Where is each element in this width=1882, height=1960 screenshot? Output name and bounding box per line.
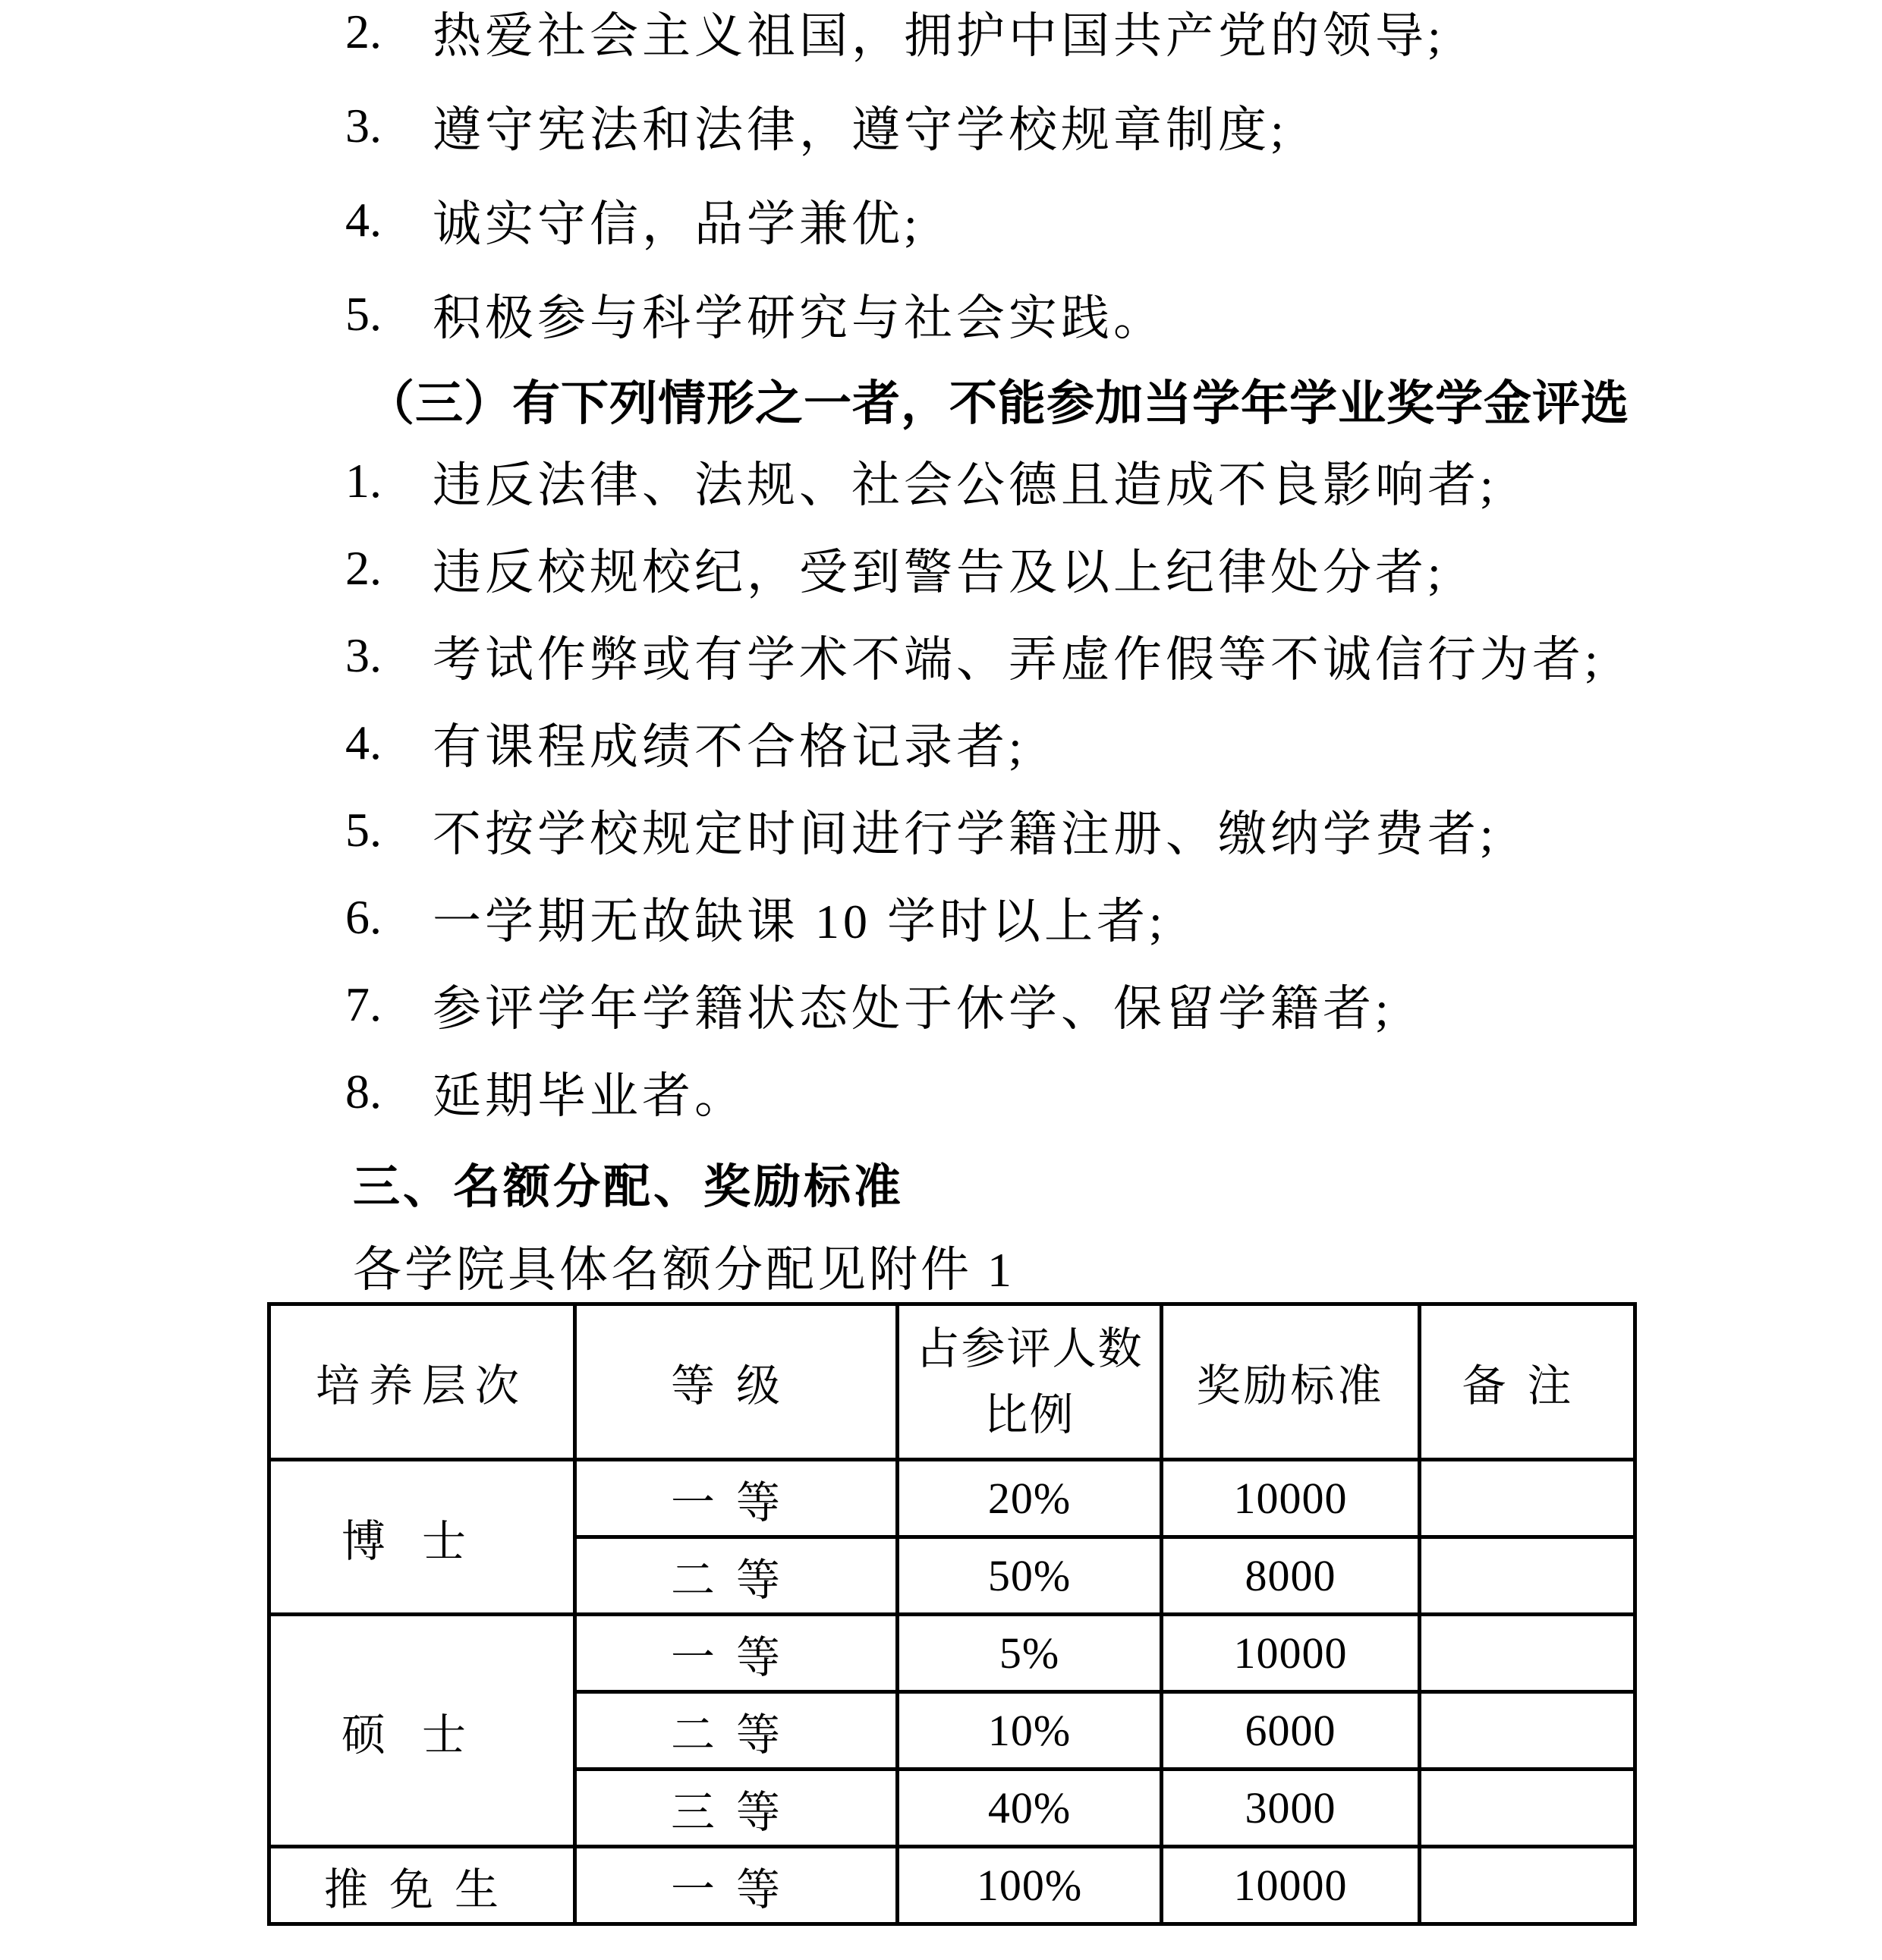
header-grade: 等级 — [575, 1304, 898, 1460]
list-item — [345, 786, 1855, 873]
cell-ratio: 20% — [898, 1460, 1162, 1537]
list-item — [345, 79, 1855, 173]
cell-remark — [1420, 1692, 1635, 1770]
table-row — [269, 1847, 1635, 1924]
item-text: 违反法律、法规、社会公德且造成不良影响者; — [433, 458, 1497, 512]
section-heading-disqualification: （三）有下列情形之一者，不能参加当学年学业奖学金评选 — [367, 376, 1629, 430]
item-text: 延期毕业者。 — [433, 1068, 747, 1123]
item-text: 考试作弊或有学术不端、弄虚作假等不诚信行为者; — [433, 632, 1602, 687]
cell-grade: 一等 — [575, 1460, 898, 1537]
cell-level: 推免生 — [269, 1847, 575, 1924]
cell-ratio: 40% — [898, 1770, 1162, 1847]
cell-level: 硕士 — [269, 1615, 575, 1847]
item-text: 遵守宪法和法律，遵守学校规章制度; — [433, 103, 1288, 157]
cell-ratio: 10% — [898, 1692, 1162, 1770]
item-number: 1. — [345, 453, 382, 508]
cell-remark — [1420, 1847, 1635, 1924]
cell-level: 博士 — [269, 1460, 575, 1615]
item-number: 5. — [345, 802, 382, 857]
item-text: 不按学校规定时间进行学籍注册、缴纳学费者; — [433, 807, 1497, 861]
item-number: 4. — [345, 715, 382, 769]
list-item — [345, 267, 1855, 361]
item-text: 违反校规校纪，受到警告及以上纪律处分者; — [433, 545, 1445, 599]
list-item — [345, 873, 1855, 961]
cell-ratio: 100% — [898, 1847, 1162, 1924]
cell-award: 10000 — [1162, 1460, 1420, 1537]
cell-award: 3000 — [1162, 1770, 1420, 1847]
table-header-row — [269, 1304, 1635, 1460]
list-item — [345, 524, 1855, 612]
list-item — [345, 437, 1855, 524]
item-text: 参评学年学籍状态处于休学、保留学籍者; — [433, 981, 1393, 1036]
item-number: 3. — [345, 99, 382, 153]
cell-award: 10000 — [1162, 1847, 1420, 1924]
quota-table — [267, 1302, 1637, 1926]
header-level: 培养层次 — [269, 1304, 575, 1460]
cell-remark — [1420, 1615, 1635, 1692]
item-text: 一学期无故缺课 10 学时以上者; — [433, 894, 1166, 949]
item-number: 3. — [345, 628, 382, 682]
item-text: 热爱社会主义祖国，拥护中国共产党的领导; — [433, 9, 1445, 63]
cell-award: 10000 — [1162, 1615, 1420, 1692]
table-row — [269, 1615, 1635, 1692]
table-row — [269, 1460, 1635, 1537]
item-number: 2. — [345, 540, 382, 595]
header-award: 奖励标准 — [1162, 1304, 1420, 1460]
cell-grade: 三等 — [575, 1770, 898, 1847]
quota-note: 各学院具体名额分配见附件 1 — [353, 1243, 1015, 1297]
item-number: 2. — [345, 5, 382, 58]
item-number: 7. — [345, 977, 382, 1031]
item-number: 4. — [345, 193, 382, 247]
cell-award: 8000 — [1162, 1537, 1420, 1615]
cell-grade: 一等 — [575, 1615, 898, 1692]
cell-ratio: 50% — [898, 1537, 1162, 1615]
header-ratio: 占参评人数比例 — [898, 1304, 1162, 1460]
list-item — [345, 961, 1855, 1048]
list-item — [345, 1048, 1855, 1135]
item-text: 有课程成绩不合格记录者; — [433, 719, 1026, 774]
cell-award: 6000 — [1162, 1692, 1420, 1770]
item-number: 6. — [345, 889, 382, 944]
item-text: 积极参与科学研究与社会实践。 — [433, 291, 1166, 345]
section-heading-quota: 三、名额分配、奖励标准 — [353, 1161, 905, 1213]
header-remark: 备注 — [1420, 1304, 1635, 1460]
cell-remark — [1420, 1770, 1635, 1847]
cell-remark — [1420, 1460, 1635, 1537]
list-item — [345, 612, 1855, 699]
cell-grade: 二等 — [575, 1537, 898, 1615]
list-item — [345, 0, 1855, 79]
document-body — [345, 0, 1855, 1301]
item-number: 8. — [345, 1064, 382, 1118]
item-text: 诚实守信，品学兼优; — [433, 197, 921, 251]
list-item — [345, 173, 1855, 267]
cell-grade: 一等 — [575, 1847, 898, 1924]
cell-remark — [1420, 1537, 1635, 1615]
cell-grade: 二等 — [575, 1692, 898, 1770]
cell-ratio: 5% — [898, 1615, 1162, 1692]
list-item — [345, 699, 1855, 786]
item-number: 5. — [345, 287, 382, 341]
